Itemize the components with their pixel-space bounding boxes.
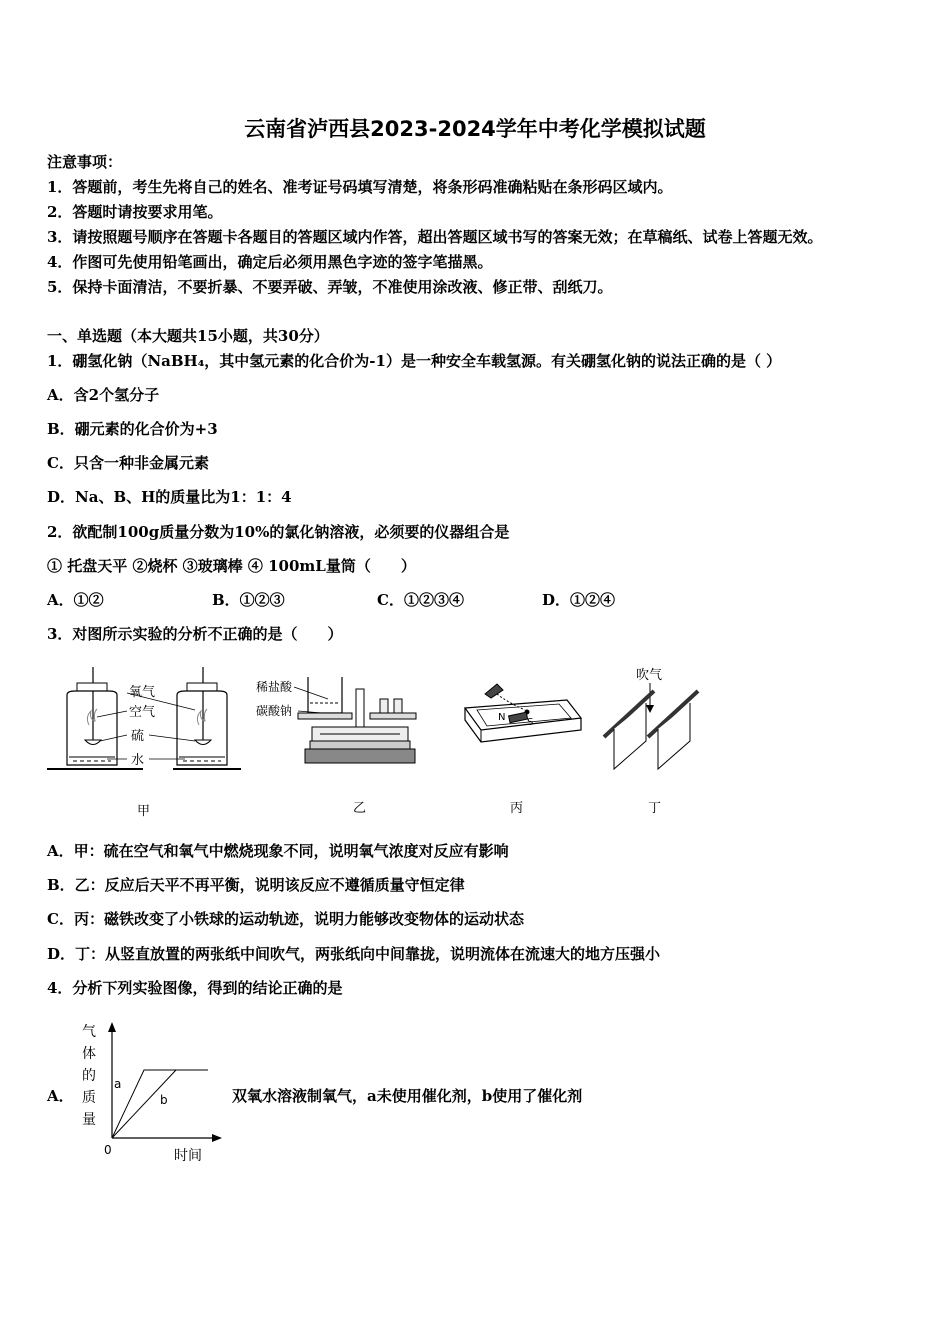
series-b-label: b (160, 1093, 168, 1107)
q2-stem: 2．欲配制100g质量分数为10%的氯化钠溶液，必须要的仪器组合是 (47, 523, 510, 541)
q2-items: ① 托盘天平 ②烧杯 ③玻璃棒 ④ 100mL量筒（ ） (47, 557, 416, 575)
section-heading: 一、单选题（本大题共15小题，共30分） (47, 327, 329, 345)
label-magnet-s: S (527, 717, 534, 728)
label-air: 空气 (129, 705, 156, 720)
q1-option-d: D．Na、B、H的质量比为1：1：4 (47, 488, 292, 506)
q2-option-a: A．①② (47, 591, 104, 609)
label-water: 水 (131, 753, 145, 768)
q4-stem: 4．分析下列实验图像，得到的结论正确的是 (47, 979, 343, 997)
notice-item-3: 3．请按照题号顺序在答题卡各题目的答题区域内作答，超出答题区域书写的答案无效；在草稿纸、试卷上答题无效。 (47, 228, 823, 246)
q3-option-c: C．丙：磁铁改变了小铁球的运动轨迹，说明力能够改变物体的运动状态 (47, 910, 524, 928)
notice-item-2: 2．答题时请按要求用笔。 (47, 203, 223, 221)
graph-ylabel-1: 气 (82, 1024, 96, 1040)
label-oxygen: 氧气 (129, 685, 156, 700)
label-magnet-n: N (498, 712, 506, 723)
q1-option-b: B．硼元素的化合价为+3 (47, 420, 218, 438)
q4-graph (78, 1018, 228, 1168)
q3-stem: 3．对图所示实验的分析不正确的是（ ） (47, 625, 343, 643)
graph-origin: 0 (104, 1143, 112, 1157)
caption-ding: 丁 (648, 801, 662, 816)
series-a-label: a (114, 1077, 122, 1091)
page-title: 云南省泸西县2023-2024学年中考化学模拟试题 (244, 117, 706, 141)
q4-option-a-text: 双氧水溶液制氧气，a未使用催化剂，b使用了催化剂 (232, 1087, 583, 1105)
graph-ylabel-4: 质 (82, 1090, 96, 1106)
notice-item-1: 1．答题前，考生先将自己的姓名、准考证号码填写清楚，将条形码准确粘贴在条形码区域内。 (47, 178, 673, 196)
graph-ylabel-5: 量 (82, 1112, 96, 1128)
q1-option-a: A．含2个氢分子 (47, 386, 160, 404)
graph-ylabel-3: 的 (82, 1068, 96, 1084)
figure-yi-balance (250, 665, 430, 775)
q2-option-d: D．①②④ (542, 591, 616, 609)
caption-yi: 乙 (353, 801, 367, 816)
figure-ding-papers (600, 665, 710, 775)
q2-option-b: B．①②③ (212, 591, 285, 609)
label-sulfur: 硫 (131, 729, 145, 744)
q4-option-a-letter: A． (47, 1087, 74, 1105)
label-sodium-carbonate: 碳酸钠 (256, 704, 293, 718)
graph-xlabel: 时间 (174, 1148, 202, 1164)
q2-option-c: C．①②③④ (377, 591, 464, 609)
figure-jia-jars (45, 665, 245, 780)
label-hydrochloric-acid: 稀盐酸 (256, 680, 293, 694)
caption-jia: 甲 (137, 804, 151, 819)
graph-ylabel-2: 体 (82, 1046, 96, 1062)
q1-stem: 1．硼氢化钠（NaBH₄，其中氢元素的化合价为-1）是一种安全车载氢源。有关硼氢化钠的说法正确的是（ ） (47, 352, 782, 370)
label-blow: 吹气 (636, 668, 663, 683)
caption-bing: 丙 (510, 801, 524, 816)
notice-item-4: 4．作图可先使用铅笔画出，确定后必须用黑色字迹的签字笔描黑。 (47, 253, 493, 271)
figure-bing-magnet (455, 680, 585, 760)
q3-option-d: D．丁：从竖直放置的两张纸中间吹气，两张纸向中间靠拢，说明流体在流速大的地方压强小 (47, 945, 661, 963)
q3-option-b: B．乙：反应后天平不再平衡，说明该反应不遵循质量守恒定律 (47, 876, 465, 894)
q3-option-a: A．甲：硫在空气和氧气中燃烧现象不同，说明氧气浓度对反应有影响 (47, 842, 509, 860)
notice-item-5: 5．保持卡面清洁，不要折暴、不要弄破、弄皱，不准使用涂改液、修正带、刮纸刀。 (47, 278, 613, 296)
q1-option-c: C．只含一种非金属元素 (47, 454, 209, 472)
notice-heading: 注意事项： (47, 153, 123, 171)
